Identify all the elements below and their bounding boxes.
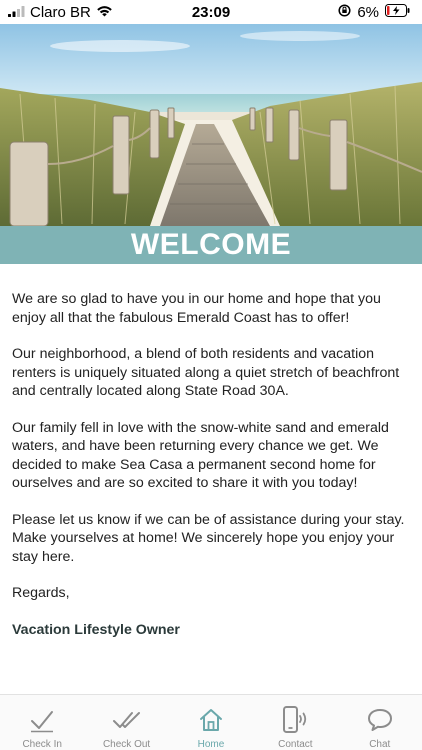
battery-icon [385,4,410,21]
signature: Vacation Lifestyle Owner [12,621,180,638]
paragraph: Our neighborhood, a blend of both residents and vacation renters is uniquely situated along a quiet stretch of beachfront and centrally located along State Road 30A. [12,346,400,399]
paragraph: Please let us know if we can be of assistance during your stay. Make yourselves at home! We sincerely hope you enjoy your stay here. [12,511,405,565]
home-icon [196,705,226,735]
tab-label: Check Out [102,739,151,750]
check-icon [27,705,57,735]
tab-check-out[interactable] [85,695,169,750]
tab-label: Check In [22,739,62,750]
status-right [338,4,410,21]
paragraph: We are so glad to have you in our home and hope that you enjoy all that the fabulous Emerald Coast has to offer! [12,291,381,326]
welcome-title: WELCOME [130,228,292,261]
chat-bubble-icon [365,705,395,735]
tab-bar [0,694,422,750]
rotation-lock-icon [338,4,351,21]
tab-label: Home [197,739,225,750]
battery-percent: 6% [357,3,379,21]
signal-icon [8,4,25,21]
carrier-label: Claro BR [30,3,91,21]
beach-boardwalk-image [0,24,422,226]
welcome-message [12,290,412,657]
welcome-banner [0,226,422,264]
tab-chat[interactable] [338,695,422,750]
status-time: 23:09 [191,3,231,21]
tab-contact[interactable] [253,695,337,750]
paragraph: Regards, [12,585,70,601]
status-bar [0,0,422,24]
tab-label: Chat [369,739,391,750]
status-left [8,4,113,21]
wifi-icon [96,4,113,21]
tab-check-in[interactable] [0,695,84,750]
tab-label: Contact [278,739,313,750]
phone-icon [280,705,310,735]
tab-home[interactable] [169,695,253,750]
double-check-icon [112,705,142,735]
paragraph: Our family fell in love with the snow-white sand and emerald waters, and have been returning every chance we get. We decided to make Sea Casa a permanent second home for ourselves and are so excited to share it with you today! [12,419,389,491]
